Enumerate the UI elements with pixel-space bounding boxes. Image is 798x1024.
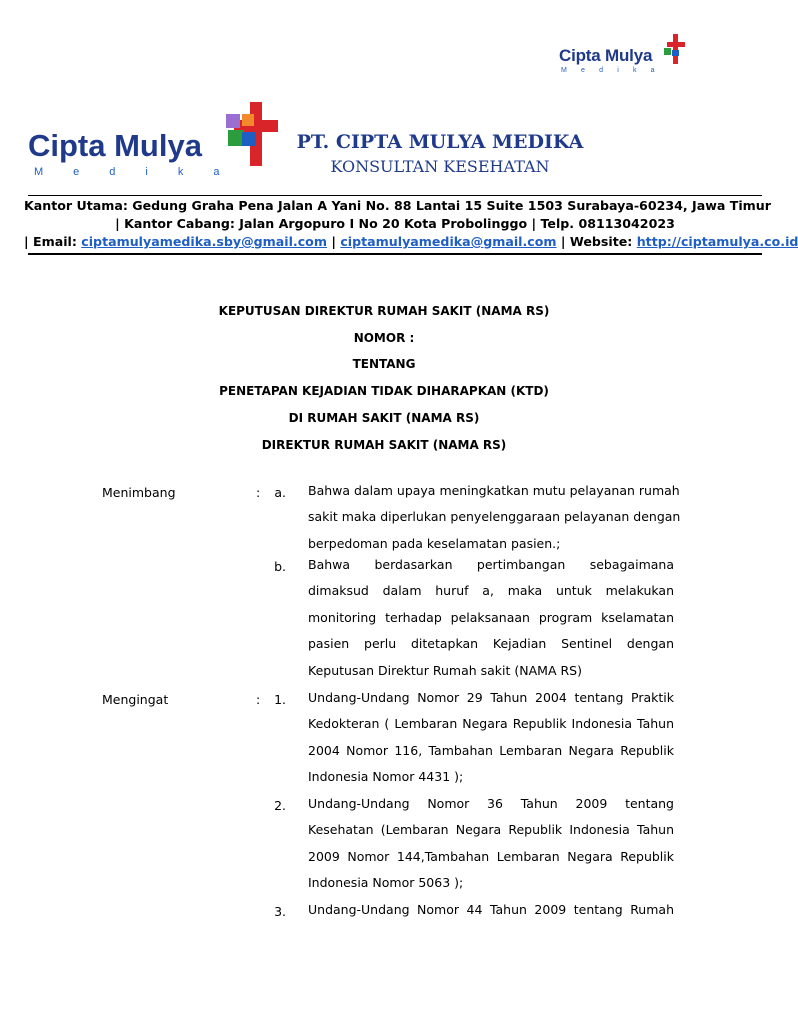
paragraph-line: Indonesia Nomor 5063 ); [308, 875, 464, 891]
contact-line [24, 234, 798, 249]
paragraph-line: berpedoman pada keselamatan pasien.; [308, 535, 561, 551]
logo-main-name: Cipta Mulya [28, 128, 202, 163]
decree-number: NOMOR : [353, 331, 415, 345]
section-label-mengingat: Mengingat [102, 692, 169, 707]
decree-about: TENTANG [352, 357, 416, 371]
company-name: PT. CIPTA MULYA MEDIKA [296, 131, 584, 153]
mengingat-item-3 [308, 897, 674, 923]
email-link-1[interactable]: ciptamulyamedika.sby@gmail.com [81, 234, 327, 249]
paragraph-line: Kedokteran ( Lembaran Negara Republik Indonesia Tahun [308, 716, 674, 732]
website-label: | Website: [556, 234, 637, 249]
paragraph-line: 2004 Nomor 116, Tambahan Lembaran Negara Republik [308, 742, 674, 758]
item-number: a. [274, 485, 286, 500]
logo-small-name: Cipta Mulya [559, 46, 653, 65]
item-number: 2. [274, 798, 286, 813]
email-label: | Email: [24, 234, 82, 249]
mengingat-item-2 [308, 791, 674, 897]
paragraph-line: Indonesia Nomor 4431 ); [308, 769, 464, 785]
paragraph-line: pasien perlu ditetapkan Kejadian Sentinel dengan [308, 636, 674, 652]
decree-subject: PENETAPAN KEJADIAN TIDAK DIHARAPKAN (KTD) [219, 384, 549, 398]
menimbang-item-b [308, 552, 674, 684]
decree-location: DI RUMAH SAKIT (NAMA RS) [288, 411, 480, 425]
item-number: 1. [274, 692, 286, 707]
logo-small [559, 34, 689, 82]
company-block [290, 131, 590, 176]
paragraph-line: 2009 Nomor 144,Tambahan Lembaran Negara Republik [308, 848, 674, 864]
decree-issuer: DIREKTUR RUMAH SAKIT (NAMA RS) [261, 438, 507, 452]
paragraph-line: Bahwa berdasarkan pertimbangan sebagaimana [308, 557, 674, 572]
paragraph-line: Bahwa dalam upaya meningkatkan mutu pelayanan rumah [308, 483, 680, 498]
header-divider-top [28, 195, 762, 196]
section-colon: : [256, 692, 261, 707]
header-divider-bottom [28, 253, 762, 255]
paragraph-line: Kesehatan (Lembaran Negara Republik Indonesia Tahun [308, 822, 674, 838]
decree-title: KEPUTUSAN DIREKTUR RUMAH SAKIT (NAMA RS) [218, 304, 550, 318]
item-number: b. [274, 559, 286, 574]
mengingat-item-1 [308, 685, 674, 791]
paragraph-line: Keputusan Direktur Rumah sakit (NAMA RS) [308, 662, 582, 678]
paragraph-line: dimaksud dalam huruf a, maka untuk melakukan [308, 583, 674, 599]
paragraph-line: Undang-Undang Nomor 44 Tahun 2009 tentang Rumah [308, 902, 674, 917]
section-colon: : [256, 485, 261, 500]
paragraph-line: Undang-Undang Nomor 36 Tahun 2009 tentang [308, 796, 674, 811]
item-number: 3. [274, 904, 286, 919]
company-subtitle: KONSULTAN KESEHATAN [330, 157, 550, 176]
paragraph-line: Undang-Undang Nomor 29 Tahun 2004 tentang Praktik [308, 690, 674, 705]
logo-main-cross-icon [224, 100, 294, 172]
logo-small-cross-icon [663, 34, 687, 70]
section-label-menimbang: Menimbang [102, 485, 176, 500]
address-line-2: | Kantor Cabang: Jalan Argopuro I No 20 Kota Probolinggo | Telp. 08113042023 [115, 216, 675, 231]
address-line-1: Kantor Utama: Gedung Graha Pena Jalan A Yani No. 88 Lantai 15 Suite 1503 Surabaya-60234, Jawa Timur [24, 198, 771, 213]
menimbang-item-a [308, 478, 681, 557]
logo-main-subtext: Medika [34, 166, 250, 178]
paragraph-line: sakit maka diperlukan penyelenggaraan pelayanan dengan [308, 509, 681, 525]
email-link-2[interactable]: ciptamulyamedika@gmail.com [340, 234, 557, 249]
logo-main [28, 100, 268, 184]
logo-small-subtext: Medika [561, 67, 669, 74]
paragraph-line: monitoring terhadap pelaksanaan program kselamatan [308, 609, 674, 625]
separator-1: | [326, 234, 341, 249]
website-link[interactable]: http://ciptamulya.co.id [636, 234, 798, 249]
